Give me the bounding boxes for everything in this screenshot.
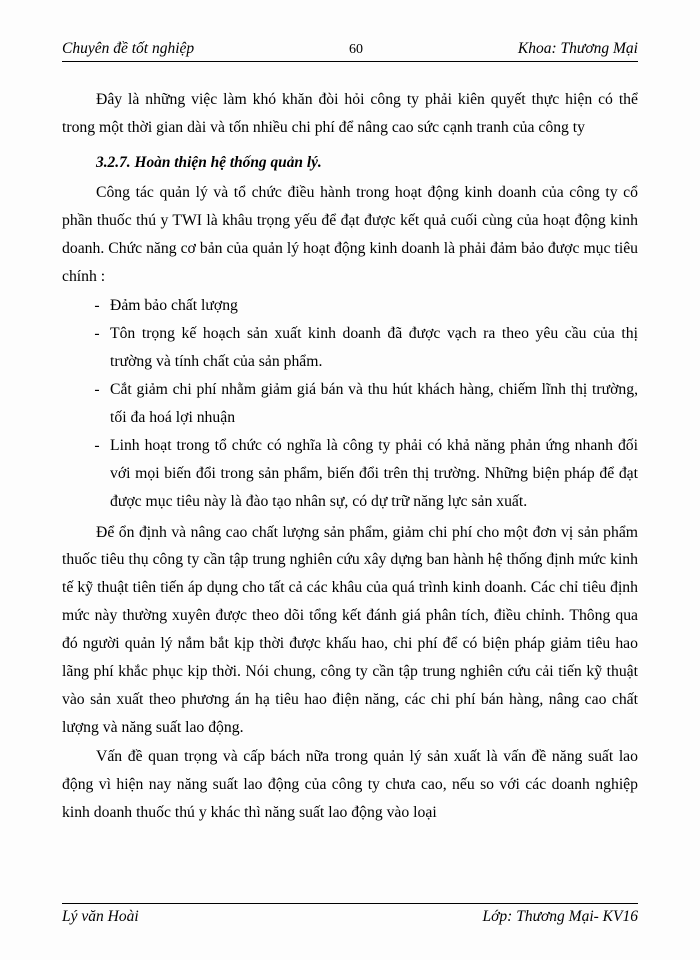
header-right-text: Khoa: Thương Mại (517, 40, 638, 57)
page-number: 60 (349, 42, 364, 57)
list-item-marker: - (94, 324, 100, 342)
list-item (62, 432, 638, 516)
footer-author: Lý văn Hoài (62, 908, 139, 925)
document-body (62, 86, 638, 827)
list-item-label: Linh hoạt trong tổ chức có nghĩa là công ty phải có khả năng phản ứng nhanh đối với mọi biến đổi trong sản phẩm, biến đổi trên thị trường. Những biện pháp để đạt được mục tiêu này là đào tạo nhân sự, có dự trữ năng lực sản xuất. (110, 436, 638, 510)
paragraph-management: Công tác quản lý và tổ chức điều hành trong hoạt động kinh doanh của công ty cổ phần thuốc thú y TWI là khâu trọng yếu để đạt được kết quả cuối cùng của hoạt động kinh doanh. Chức năng cơ bản của quản lý hoạt động kinh doanh là phải đảm bảo được mục tiêu chính : (62, 184, 638, 286)
list-item-label: Tôn trọng kế hoạch sản xuất kinh doanh đã được vạch ra theo yêu cầu của thị trường và tính chất của sản phẩm. (110, 324, 638, 370)
paragraph-quality: Để ổn định và nâng cao chất lượng sản phẩm, giảm chi phí cho một đơn vị sản phẩm thuốc tiêu thụ công ty cần tập trung nghiên cứu xây dựng ban hành hệ thống định mức kinh tế kỹ thuật tiên tiến áp dụng cho tất cả các khâu của quá trình kinh doanh. Các chỉ tiêu định mức này thường xuyên được theo dõi tổng kết đánh giá phân tích, điều chỉnh. Thông qua đó người quản lý nắm bắt kịp thời được khấu hao, chi phí để có biện pháp giảm tiêu hao lãng phí khắc phục kịp thời. Nói chung, công ty cần tập trung nghiên cứu cải tiến kỹ thuật vào sản xuất theo phương án hạ tiêu hao điện năng, các chi phí bán hàng, nâng cao chất lượng và năng suất lao động. (62, 523, 638, 737)
list-item-marker: - (94, 297, 100, 315)
list-item (62, 376, 638, 432)
page-footer (62, 903, 638, 926)
list-item (62, 292, 638, 320)
section-heading: 3.2.7. Hoàn thiện hệ thống quản lý. (96, 153, 322, 171)
footer-class: Lớp: Thương Mại- KV16 (482, 908, 638, 925)
paragraph-productivity: Vấn đề quan trọng và cấp bách nữa trong quản lý sản xuất là vấn đề năng suất lao động vì hiện nay năng suất lao động của công ty chưa cao, nếu so với các doanh nghiệp kinh doanh thuốc thú y khác thì năng suất lao động vào loại (62, 748, 638, 821)
header-left-text: Chuyên đề tốt nghiệp (62, 40, 195, 57)
list-item-label: Cắt giảm chi phí nhằm giảm giá bán và thu hút khách hàng, chiếm lĩnh thị trường, tối đa hoá lợi nhuận (110, 380, 638, 426)
paragraph-intro: Đây là những việc làm khó khăn đòi hỏi công ty phải kiên quyết thực hiện có thể trong một thời gian dài và tốn nhiều chi phí để nâng cao sức cạnh tranh của công ty (62, 91, 638, 136)
list-item (62, 320, 638, 376)
list-item-label: Đảm bảo chất lượng (110, 297, 238, 315)
list-item-marker: - (94, 380, 100, 398)
page-header (62, 40, 638, 62)
list-item-marker: - (94, 436, 100, 454)
